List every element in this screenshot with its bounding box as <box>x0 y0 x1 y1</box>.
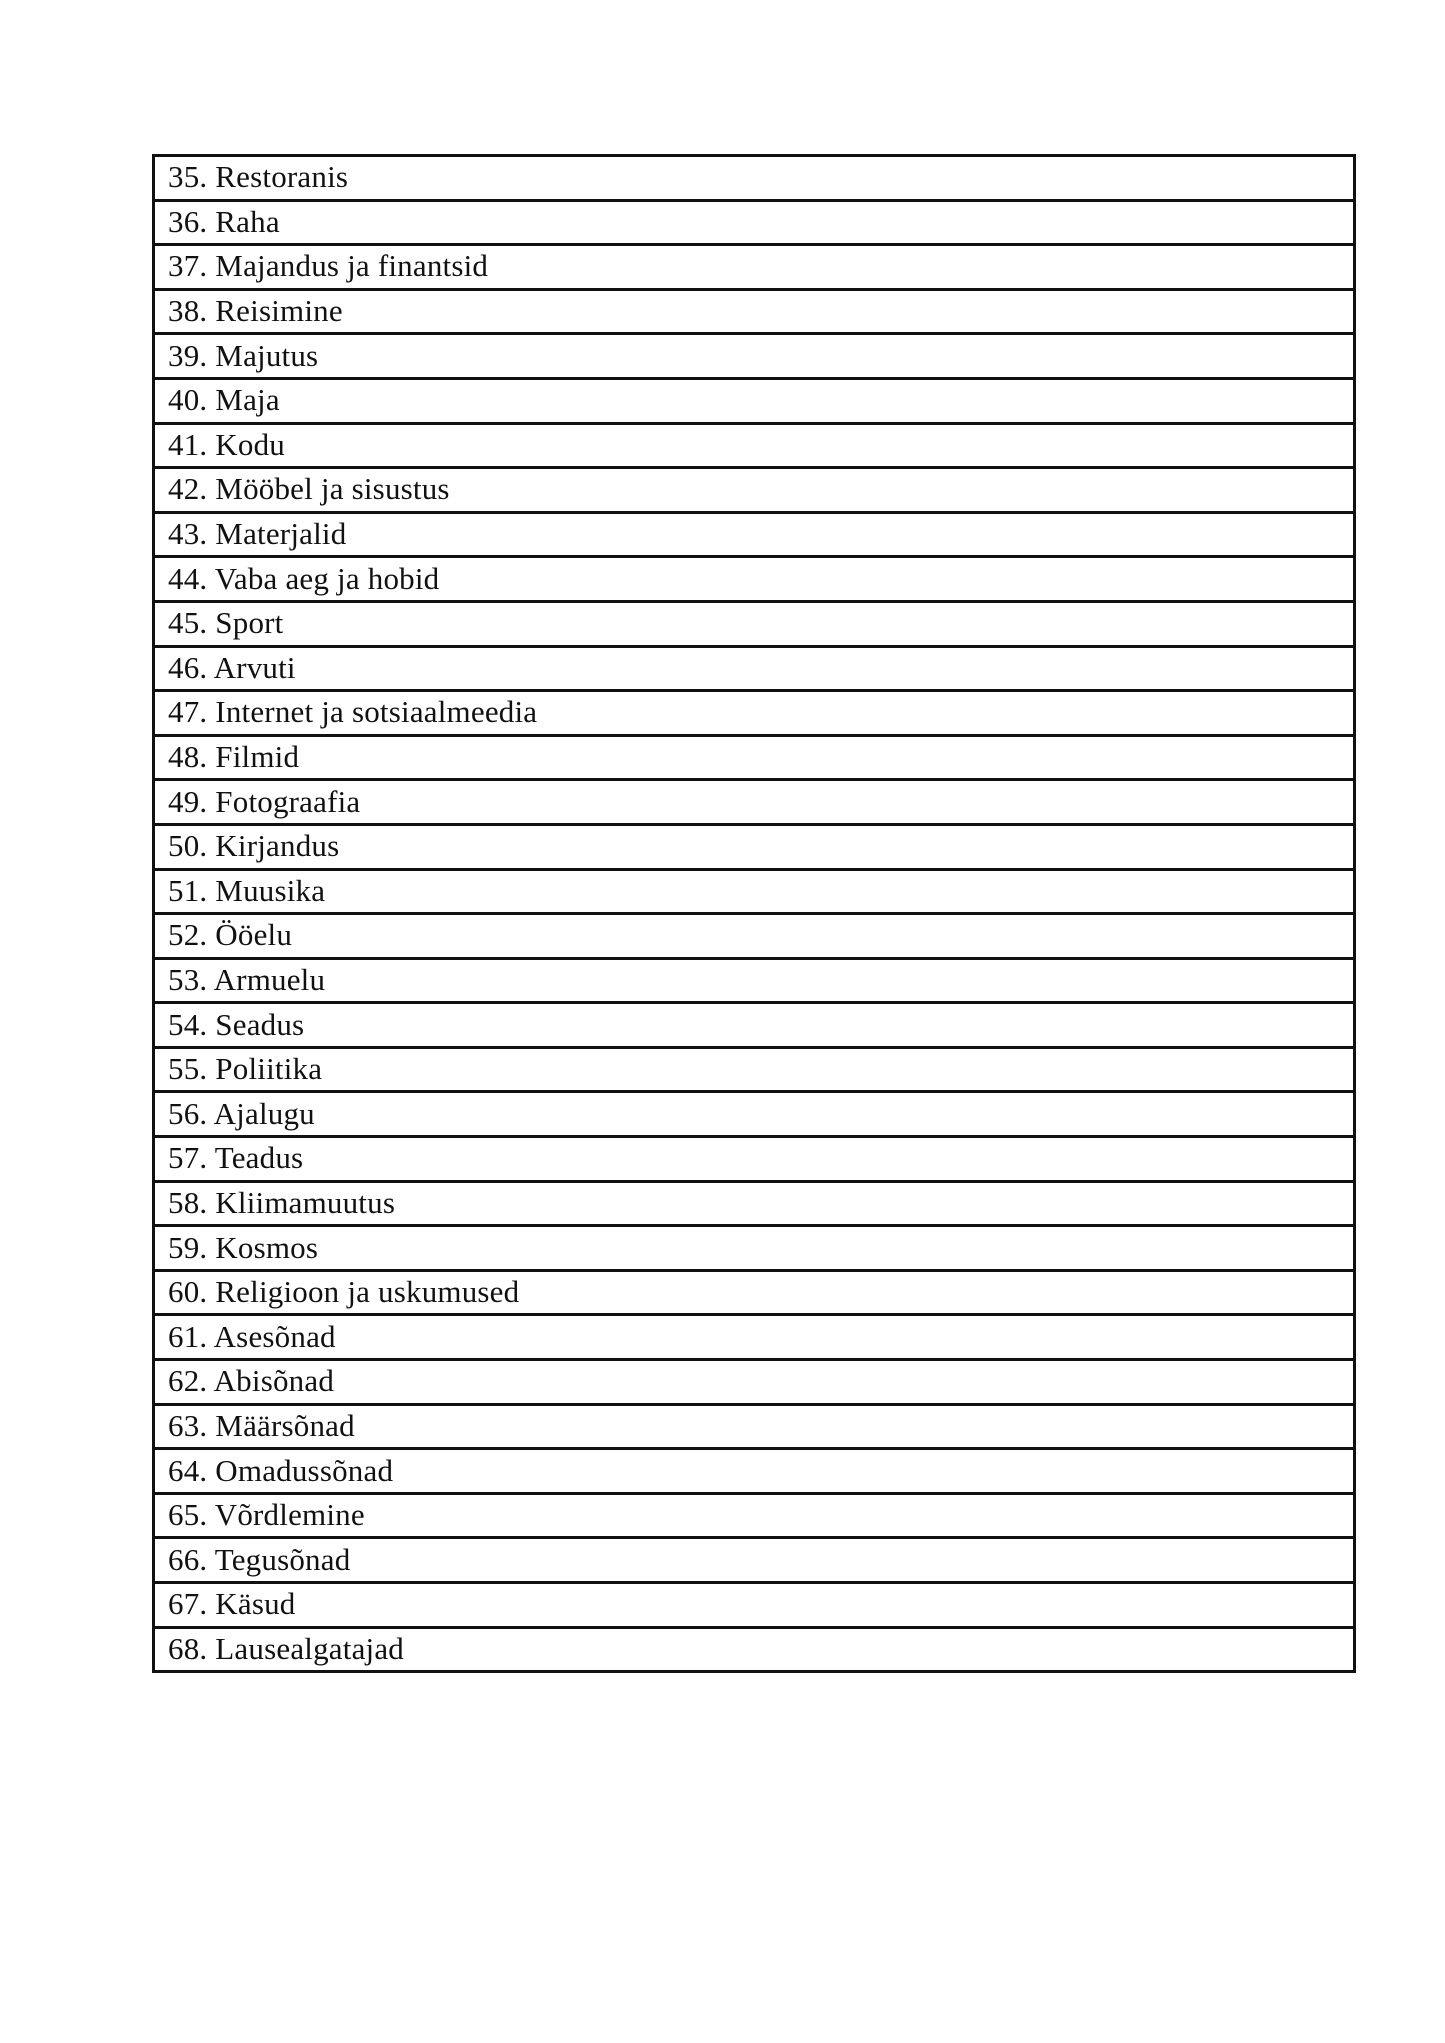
toc-row <box>154 691 1355 736</box>
toc-table <box>152 154 1356 1673</box>
toc-row <box>154 1583 1355 1628</box>
toc-row <box>154 1315 1355 1360</box>
toc-row <box>154 1137 1355 1182</box>
toc-body <box>154 156 1355 1672</box>
toc-entry: 50. Kirjandus <box>154 824 1355 869</box>
toc-row <box>154 914 1355 959</box>
toc-row <box>154 958 1355 1003</box>
toc-entry: 55. Poliitika <box>154 1047 1355 1092</box>
toc-row <box>154 1270 1355 1315</box>
toc-entry: 49. Fotograafia <box>154 780 1355 825</box>
toc-row <box>154 1627 1355 1672</box>
toc-row <box>154 824 1355 869</box>
toc-row <box>154 869 1355 914</box>
toc-row <box>154 334 1355 379</box>
toc-entry: 66. Tegusõnad <box>154 1538 1355 1583</box>
toc-entry: 38. Reisimine <box>154 289 1355 334</box>
toc-entry: 53. Armuelu <box>154 958 1355 1003</box>
toc-entry: 48. Filmid <box>154 735 1355 780</box>
toc-entry: 61. Asesõnad <box>154 1315 1355 1360</box>
toc-entry: 58. Kliimamuutus <box>154 1181 1355 1226</box>
toc-row <box>154 468 1355 513</box>
toc-entry: 68. Lausealgatajad <box>154 1627 1355 1672</box>
toc-row <box>154 1493 1355 1538</box>
toc-row <box>154 156 1355 201</box>
toc-entry: 42. Mööbel ja sisustus <box>154 468 1355 513</box>
toc-entry: 44. Vaba aeg ja hobid <box>154 557 1355 602</box>
toc-row <box>154 1538 1355 1583</box>
toc-entry: 41. Kodu <box>154 423 1355 468</box>
toc-entry: 65. Võrdlemine <box>154 1493 1355 1538</box>
toc-entry: 51. Muusika <box>154 869 1355 914</box>
toc-row <box>154 601 1355 646</box>
toc-entry: 47. Internet ja sotsiaalmeedia <box>154 691 1355 736</box>
toc-entry: 43. Materjalid <box>154 512 1355 557</box>
toc-entry: 45. Sport <box>154 601 1355 646</box>
toc-entry: 57. Teadus <box>154 1137 1355 1182</box>
toc-entry: 52. Ööelu <box>154 914 1355 959</box>
toc-row <box>154 245 1355 290</box>
toc-row <box>154 780 1355 825</box>
toc-entry: 56. Ajalugu <box>154 1092 1355 1137</box>
toc-row <box>154 1092 1355 1137</box>
toc-row <box>154 200 1355 245</box>
toc-row <box>154 1449 1355 1494</box>
toc-entry: 35. Restoranis <box>154 156 1355 201</box>
toc-row <box>154 1404 1355 1449</box>
toc-entry: 36. Raha <box>154 200 1355 245</box>
toc-row <box>154 646 1355 691</box>
toc-row <box>154 557 1355 602</box>
toc-row <box>154 423 1355 468</box>
toc-row <box>154 1181 1355 1226</box>
toc-entry: 54. Seadus <box>154 1003 1355 1048</box>
toc-entry: 67. Käsud <box>154 1583 1355 1628</box>
toc-entry: 59. Kosmos <box>154 1226 1355 1271</box>
toc-row <box>154 378 1355 423</box>
toc-entry: 64. Omadussõnad <box>154 1449 1355 1494</box>
toc-row <box>154 512 1355 557</box>
toc-row <box>154 1047 1355 1092</box>
toc-entry: 40. Maja <box>154 378 1355 423</box>
toc-entry: 37. Majandus ja finantsid <box>154 245 1355 290</box>
toc-row <box>154 1003 1355 1048</box>
toc-entry: 63. Määrsõnad <box>154 1404 1355 1449</box>
toc-row <box>154 1226 1355 1271</box>
toc-entry: 39. Majutus <box>154 334 1355 379</box>
toc-row <box>154 289 1355 334</box>
toc-entry: 62. Abisõnad <box>154 1360 1355 1405</box>
toc-entry: 46. Arvuti <box>154 646 1355 691</box>
toc-entry: 60. Religioon ja uskumused <box>154 1270 1355 1315</box>
toc-row <box>154 735 1355 780</box>
toc-row <box>154 1360 1355 1405</box>
